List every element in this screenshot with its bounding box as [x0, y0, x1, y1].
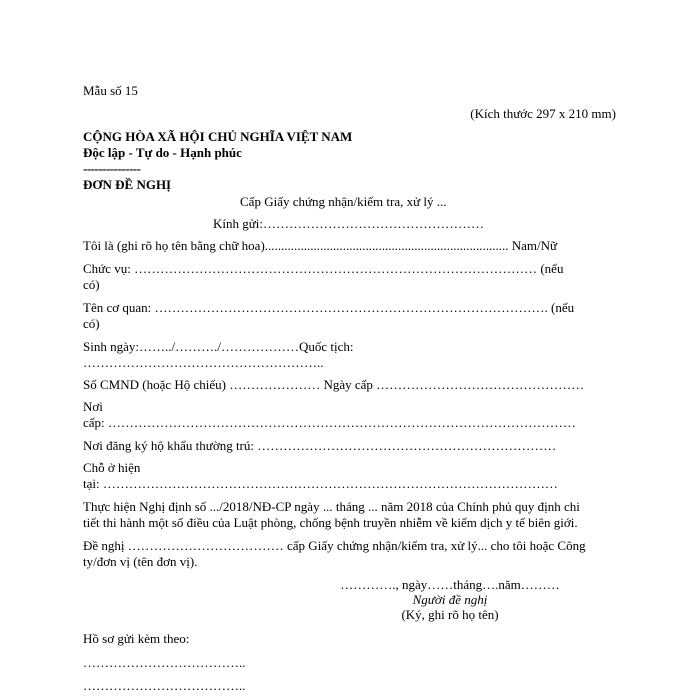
decree-paragraph-cont: tiết thi hành một số điều của Luật phòng, chống bệnh truyền nhiễm về kiểm dịch y tế biên giới.: [83, 515, 578, 530]
current-address-field: tại: ……………………………………………………………………………………………: [83, 476, 558, 491]
name-field: Tôi là (ghi rõ họ tên bằng chữ hoa)........................................................................... Nam/Nữ: [83, 238, 558, 253]
motto: Độc lập - Tự do - Hạnh phúc: [83, 145, 242, 160]
country-header: CỘNG HÒA XÃ HỘI CHỦ NGHĨA VIỆT NAM: [83, 129, 353, 144]
document-subtitle: Cấp Giấy chứng nhận/kiểm tra, xử lý ...: [240, 194, 447, 209]
agency-field: Tên cơ quan: ………………………………………………………………………………. (nếu: [83, 300, 575, 315]
recipient-line: Kính gửi:……………………………………………: [213, 216, 485, 231]
signature-role: Người đề nghị: [412, 592, 488, 607]
residence-field: Nơi đăng ký hộ khẩu thường trú: ……………………………………………………………: [83, 438, 557, 453]
agency-field-cont: có): [83, 316, 100, 331]
attachment-line-1: ………………………………..: [83, 655, 246, 670]
signature-note: (Ký, ghi rõ họ tên): [401, 607, 499, 622]
document-title: ĐƠN ĐỀ NGHỊ: [83, 177, 172, 192]
position-field-cont: có): [83, 277, 100, 292]
signature-date: …………., ngày……tháng….năm………: [340, 577, 560, 592]
form-number: Mẫu số 15: [83, 83, 138, 98]
request-paragraph: Đề nghị ……………………………… cấp Giấy chứng nhận/kiểm tra, xử lý... cho tôi hoặc Công: [83, 538, 586, 553]
size-note: (Kích thước 297 x 210 mm): [470, 106, 616, 121]
dob-field: Sinh ngày:……../………./………………Quốc tịch:: [83, 339, 354, 354]
current-address-label: Chỗ ở hiện: [83, 460, 141, 475]
issued-place-label: Nơi: [83, 399, 103, 414]
id-field: Số CMND (hoặc Hộ chiếu) ………………… Ngày cấp …………………………………………: [83, 377, 585, 392]
attachments-heading: Hồ sơ gửi kèm theo:: [83, 631, 190, 646]
decree-paragraph: Thực hiện Nghị định số .../2018/NĐ-CP ngày ... tháng ... năm 2018 của Chính phủ quy định chi: [83, 499, 580, 514]
attachment-line-2: ………………………………..: [83, 678, 246, 693]
request-paragraph-cont: ty/đơn vị (tên đơn vị).: [83, 554, 198, 569]
issued-place-field: cấp: ………………………………………………………………………………………………: [83, 415, 576, 430]
nationality-field: ………………………………………………..: [83, 355, 324, 370]
position-field: Chức vụ: ………………………………………………………………………………… (nếu: [83, 261, 564, 276]
header-separator: ---------------: [83, 161, 141, 176]
